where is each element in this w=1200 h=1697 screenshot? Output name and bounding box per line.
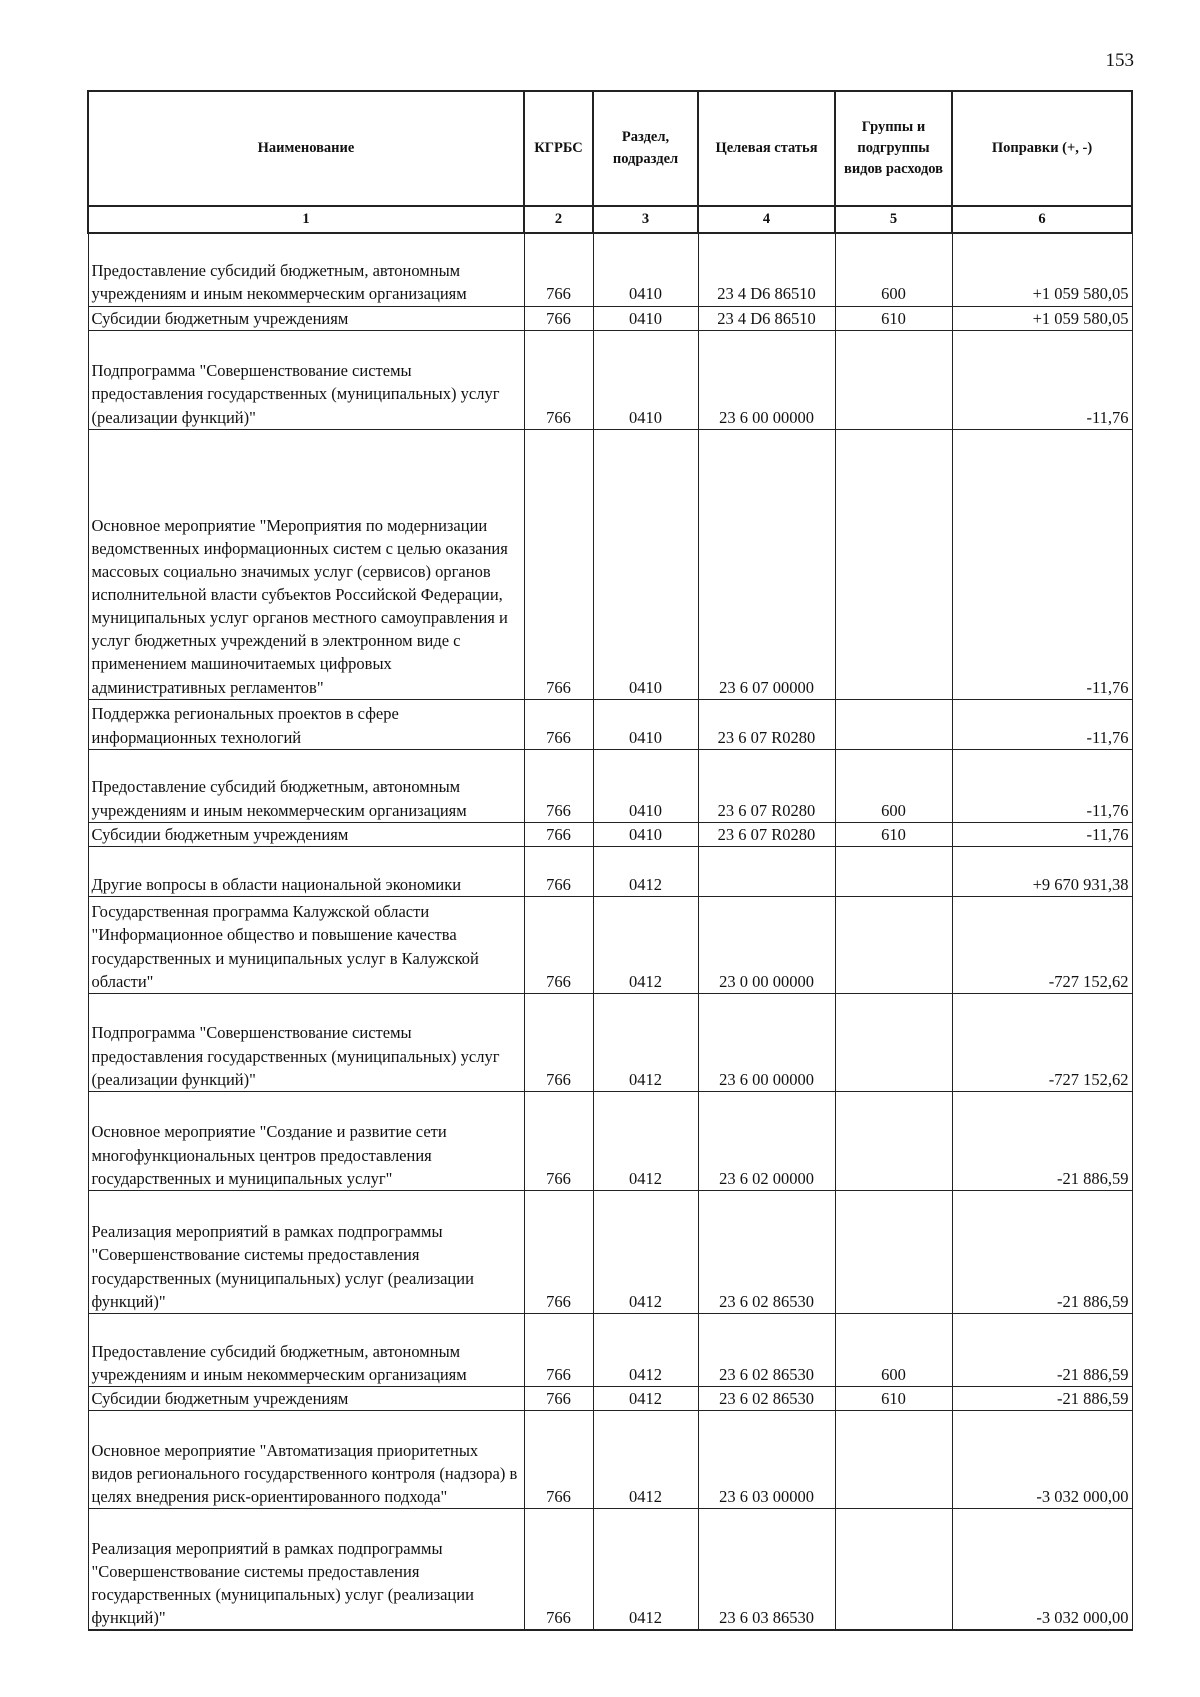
column-header-kgrbs: КГРБС bbox=[524, 91, 593, 206]
table-row bbox=[88, 1508, 1132, 1630]
row-name: Предоставление субсидий бюджетным, автономным учреждениям и иным некоммерческим организациям bbox=[88, 749, 524, 822]
row-kgrbs: 766 bbox=[524, 1190, 593, 1313]
row-group: 610 bbox=[835, 306, 952, 330]
table-row bbox=[88, 330, 1132, 429]
budget-amendments-table bbox=[87, 90, 1133, 1631]
row-group bbox=[835, 1190, 952, 1313]
row-article bbox=[698, 846, 835, 896]
row-group bbox=[835, 846, 952, 896]
row-article: 23 6 02 86530 bbox=[698, 1190, 835, 1313]
row-group bbox=[835, 896, 952, 993]
row-amount: -11,76 bbox=[952, 749, 1132, 822]
row-name: Предоставление субсидий бюджетным, автономным учреждениям и иным некоммерческим организациям bbox=[88, 1313, 524, 1386]
row-amount: -11,76 bbox=[952, 330, 1132, 429]
table-row bbox=[88, 1410, 1132, 1508]
row-section: 0410 bbox=[593, 306, 698, 330]
row-kgrbs: 766 bbox=[524, 1386, 593, 1410]
row-group bbox=[835, 699, 952, 749]
table-row bbox=[88, 749, 1132, 822]
row-section: 0412 bbox=[593, 896, 698, 993]
row-kgrbs: 766 bbox=[524, 822, 593, 846]
row-kgrbs: 766 bbox=[524, 846, 593, 896]
row-group: 610 bbox=[835, 822, 952, 846]
row-name: Предоставление субсидий бюджетным, автономным учреждениям и иным некоммерческим организациям bbox=[88, 233, 524, 306]
row-section: 0410 bbox=[593, 429, 698, 699]
row-group bbox=[835, 1410, 952, 1508]
row-amount: -21 886,59 bbox=[952, 1190, 1132, 1313]
column-number: 6 bbox=[952, 206, 1132, 233]
row-amount: -3 032 000,00 bbox=[952, 1508, 1132, 1630]
row-amount: -3 032 000,00 bbox=[952, 1410, 1132, 1508]
row-kgrbs: 766 bbox=[524, 1508, 593, 1630]
row-name: Другие вопросы в области национальной экономики bbox=[88, 846, 524, 896]
row-kgrbs: 766 bbox=[524, 699, 593, 749]
row-group bbox=[835, 1091, 952, 1190]
row-kgrbs: 766 bbox=[524, 993, 593, 1091]
row-section: 0412 bbox=[593, 1313, 698, 1386]
row-group bbox=[835, 993, 952, 1091]
row-kgrbs: 766 bbox=[524, 1091, 593, 1190]
row-section: 0412 bbox=[593, 1410, 698, 1508]
row-article: 23 6 03 86530 bbox=[698, 1508, 835, 1630]
row-section: 0410 bbox=[593, 699, 698, 749]
table-row bbox=[88, 822, 1132, 846]
row-name: Реализация мероприятий в рамках подпрограммы "Совершенствование системы предоставления государственных (муниципальных) услуг (реализации функций)" bbox=[88, 1190, 524, 1313]
row-name: Субсидии бюджетным учреждениям bbox=[88, 822, 524, 846]
row-name: Поддержка региональных проектов в сфере информационных технологий bbox=[88, 699, 524, 749]
row-name: Государственная программа Калужской области "Информационное общество и повышение качества государственных и муниципальных услуг в Калужской области" bbox=[88, 896, 524, 993]
column-number: 1 bbox=[88, 206, 524, 233]
row-section: 0412 bbox=[593, 1190, 698, 1313]
table-header-row bbox=[88, 91, 1132, 206]
row-section: 0412 bbox=[593, 846, 698, 896]
table-row bbox=[88, 1190, 1132, 1313]
table-row bbox=[88, 429, 1132, 699]
row-article: 23 4 D6 86510 bbox=[698, 306, 835, 330]
row-group: 600 bbox=[835, 1313, 952, 1386]
row-amount: -21 886,59 bbox=[952, 1313, 1132, 1386]
table-row bbox=[88, 233, 1132, 306]
column-number: 5 bbox=[835, 206, 952, 233]
row-amount: -11,76 bbox=[952, 822, 1132, 846]
row-name: Подпрограмма "Совершенствование системы предоставления государственных (муниципальных) услуг (реализации функций)" bbox=[88, 993, 524, 1091]
row-amount: +1 059 580,05 bbox=[952, 306, 1132, 330]
row-article: 23 6 00 00000 bbox=[698, 993, 835, 1091]
row-article: 23 6 07 R0280 bbox=[698, 822, 835, 846]
column-number-row bbox=[88, 206, 1132, 233]
row-article: 23 4 D6 86510 bbox=[698, 233, 835, 306]
row-section: 0412 bbox=[593, 993, 698, 1091]
row-kgrbs: 766 bbox=[524, 749, 593, 822]
column-header-section: Раздел, подраздел bbox=[593, 91, 698, 206]
column-header-article: Целевая статья bbox=[698, 91, 835, 206]
row-section: 0410 bbox=[593, 822, 698, 846]
table-row bbox=[88, 1386, 1132, 1410]
row-article: 23 6 07 00000 bbox=[698, 429, 835, 699]
row-group: 600 bbox=[835, 233, 952, 306]
row-article: 23 6 00 00000 bbox=[698, 330, 835, 429]
row-group: 610 bbox=[835, 1386, 952, 1410]
row-group bbox=[835, 429, 952, 699]
column-header-name: Наименование bbox=[88, 91, 524, 206]
column-number: 2 bbox=[524, 206, 593, 233]
row-group bbox=[835, 330, 952, 429]
row-name: Субсидии бюджетным учреждениям bbox=[88, 306, 524, 330]
table-row bbox=[88, 1313, 1132, 1386]
row-name: Основное мероприятие "Мероприятия по модернизации ведомственных информационных систем с целью оказания массовых социально значимых услуг (сервисов) органов исполнительной власти субъектов Российской Федерации, муниципальных услуг органов местного самоуправления и услуг бюджетных учреждений в электронном виде с применением машиночитаемых цифровых административных регламентов" bbox=[88, 429, 524, 699]
row-article: 23 6 07 R0280 bbox=[698, 749, 835, 822]
row-amount: -727 152,62 bbox=[952, 993, 1132, 1091]
column-number: 3 bbox=[593, 206, 698, 233]
row-name: Основное мероприятие "Автоматизация приоритетных видов регионального государственного контроля (надзора) в целях внедрения риск-ориентированного подхода" bbox=[88, 1410, 524, 1508]
table-row bbox=[88, 1091, 1132, 1190]
row-name: Подпрограмма "Совершенствование системы предоставления государственных (муниципальных) услуг (реализации функций)" bbox=[88, 330, 524, 429]
table-row bbox=[88, 846, 1132, 896]
row-article: 23 6 03 00000 bbox=[698, 1410, 835, 1508]
row-name: Субсидии бюджетным учреждениям bbox=[88, 1386, 524, 1410]
row-section: 0410 bbox=[593, 330, 698, 429]
column-number: 4 bbox=[698, 206, 835, 233]
row-kgrbs: 766 bbox=[524, 429, 593, 699]
row-article: 23 6 02 86530 bbox=[698, 1313, 835, 1386]
row-article: 23 6 02 86530 bbox=[698, 1386, 835, 1410]
row-name: Реализация мероприятий в рамках подпрограммы "Совершенствование системы предоставления государственных (муниципальных) услуг (реализации функций)" bbox=[88, 1508, 524, 1630]
row-amount: -21 886,59 bbox=[952, 1386, 1132, 1410]
table-row bbox=[88, 896, 1132, 993]
row-amount: -11,76 bbox=[952, 699, 1132, 749]
row-kgrbs: 766 bbox=[524, 306, 593, 330]
table-row bbox=[88, 993, 1132, 1091]
row-kgrbs: 766 bbox=[524, 233, 593, 306]
row-amount: +9 670 931,38 bbox=[952, 846, 1132, 896]
row-section: 0410 bbox=[593, 233, 698, 306]
row-kgrbs: 766 bbox=[524, 330, 593, 429]
row-kgrbs: 766 bbox=[524, 896, 593, 993]
row-kgrbs: 766 bbox=[524, 1410, 593, 1508]
row-amount: -11,76 bbox=[952, 429, 1132, 699]
row-kgrbs: 766 bbox=[524, 1313, 593, 1386]
row-amount: +1 059 580,05 bbox=[952, 233, 1132, 306]
row-article: 23 6 07 R0280 bbox=[698, 699, 835, 749]
row-group bbox=[835, 1508, 952, 1630]
row-name: Основное мероприятие "Создание и развитие сети многофункциональных центров предоставления государственных и муниципальных услуг" bbox=[88, 1091, 524, 1190]
row-group: 600 bbox=[835, 749, 952, 822]
row-article: 23 6 02 00000 bbox=[698, 1091, 835, 1190]
row-article: 23 0 00 00000 bbox=[698, 896, 835, 993]
column-header-amendments: Поправки (+, -) bbox=[952, 91, 1132, 206]
row-section: 0412 bbox=[593, 1386, 698, 1410]
row-amount: -727 152,62 bbox=[952, 896, 1132, 993]
row-section: 0410 bbox=[593, 749, 698, 822]
page-number: 153 bbox=[1105, 50, 1134, 71]
row-section: 0412 bbox=[593, 1508, 698, 1630]
column-header-groups: Группы и подгруппы видов расходов bbox=[835, 91, 952, 206]
row-section: 0412 bbox=[593, 1091, 698, 1190]
row-amount: -21 886,59 bbox=[952, 1091, 1132, 1190]
table-row bbox=[88, 699, 1132, 749]
table-row bbox=[88, 306, 1132, 330]
